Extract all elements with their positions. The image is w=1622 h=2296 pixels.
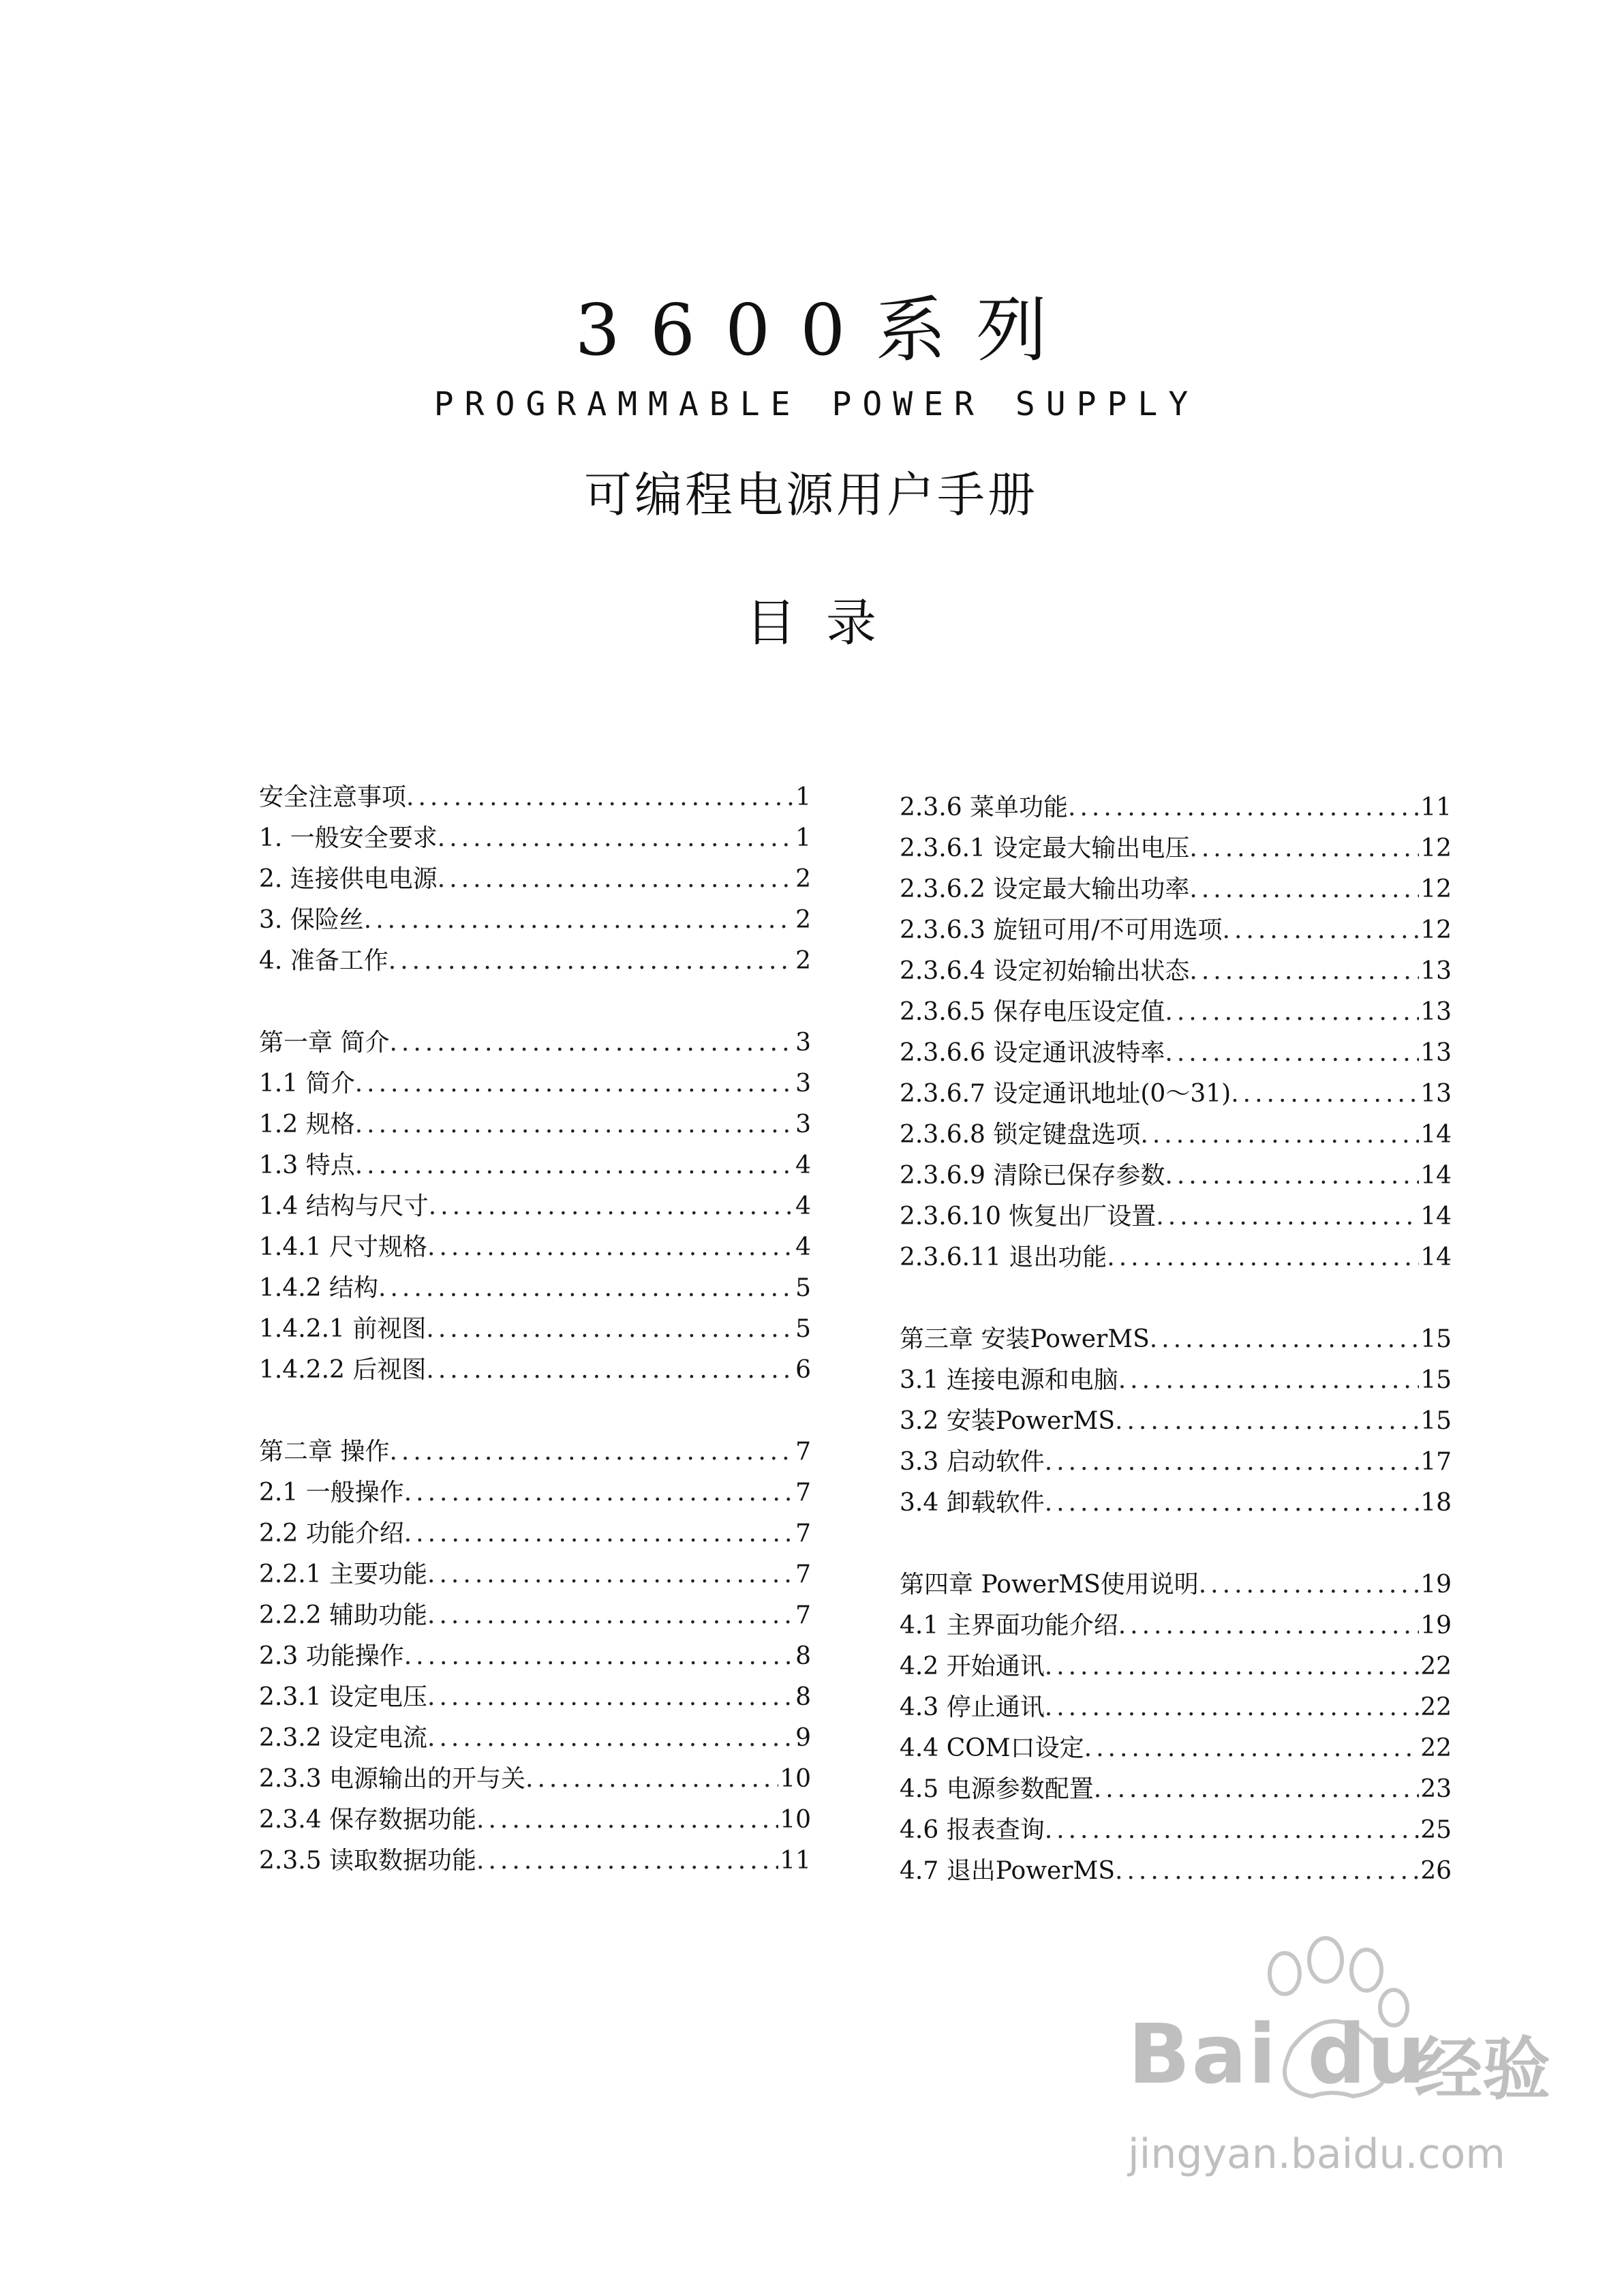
toc-entry-label: 1.2 规格 [259,1111,355,1138]
toc-entry[interactable] [900,1196,1452,1237]
toc-left-column [259,777,811,1882]
toc-entry[interactable] [259,1309,811,1350]
toc-right-column [900,787,1452,1892]
toc-entry-page: 14 [1420,1203,1452,1230]
toc-entry-page: 3 [795,1029,811,1057]
toc-leader-dots [1115,1401,1419,1442]
toc-entry-label: 3.1 连接电源和电脑 [900,1366,1118,1394]
toc-entry-label: 3.3 启动软件 [900,1448,1045,1476]
toc-chapter-entry[interactable] [259,1023,811,1063]
toc-entry-label: 1.1 简介 [259,1070,355,1098]
toc-leader-dots [1068,787,1419,828]
toc-leader-dots [1199,1565,1419,1605]
toc-leader-dots [1140,1115,1419,1155]
toc-entry-label: 2.3.1 设定电压 [259,1683,428,1711]
toc-entry[interactable] [900,1687,1452,1728]
toc-entry-label: 2.3.6.3 旋钮可用/不可用选项 [900,916,1223,944]
toc-entry[interactable] [900,1115,1452,1155]
toc-leader-dots [427,1554,794,1595]
toc-entry-label: 1. 一般安全要求 [259,824,438,852]
toc-entry-page: 5 [795,1274,811,1302]
toc-entry-label: 1.3 特点 [259,1151,355,1179]
toc-entry[interactable] [259,1513,811,1554]
toc-entry[interactable] [900,1033,1452,1074]
toc-entry[interactable] [900,1483,1452,1524]
toc-leader-dots [404,1472,794,1513]
toc-leader-dots [1189,869,1419,910]
toc-entry-label: 2.3.5 读取数据功能 [259,1847,477,1875]
toc-entry-label: 4.4 COM口设定 [900,1734,1084,1762]
toc-entry[interactable] [259,1186,811,1227]
toc-entry-page: 25 [1420,1816,1452,1844]
toc-leader-dots [427,1718,794,1759]
toc-leader-dots [1189,951,1419,992]
toc-entry-page: 3 [795,1070,811,1098]
toc-leader-dots [1231,1074,1419,1115]
toc-leader-dots [355,1104,794,1145]
toc-entry-page: 13 [1420,1039,1452,1067]
watermark-url-text: jingyan.baidu.com [1128,2130,1505,2178]
toc-leader-dots [476,1800,778,1841]
toc-entry-page: 19 [1420,1612,1452,1640]
toc-entry[interactable] [900,992,1452,1033]
toc-entry-page: 14 [1420,1243,1452,1271]
toc-entry-label: 4.2 开始通讯 [900,1652,1045,1680]
toc-entry-page: 13 [1420,1080,1452,1108]
toc-heading: 目录 [746,594,906,652]
toc-entry-page: 1 [795,824,811,852]
toc-entry-label: 第四章 PowerMS使用说明 [900,1571,1199,1599]
toc-entry[interactable] [259,1800,811,1841]
toc-leader-dots [1189,828,1419,869]
toc-entry-page: 8 [795,1642,811,1670]
watermark-brand-text: Bai du [1128,2008,1427,2102]
toc-leader-dots [1045,1646,1419,1687]
toc-entry-page: 15 [1420,1407,1452,1435]
toc-entry-page: 2 [795,906,811,934]
toc-entry[interactable] [900,1237,1452,1278]
toc-entry-label: 2.3.6.10 恢复出厂设置 [900,1203,1157,1230]
toc-leader-dots [364,900,794,941]
toc-leader-dots [388,941,794,982]
toc-entry[interactable] [900,869,1452,910]
toc-leader-dots [1165,992,1419,1033]
toc-entry-page: 17 [1420,1448,1452,1476]
toc-entry-page: 12 [1420,916,1452,944]
toc-leader-dots [1045,1483,1419,1524]
toc-entry-page: 6 [795,1356,811,1384]
toc-entry-page: 22 [1420,1652,1452,1680]
toc-entry[interactable] [900,1074,1452,1115]
toc-leader-dots [1150,1319,1419,1360]
toc-entry[interactable] [900,1360,1452,1401]
toc-entry-label: 2.3.6 菜单功能 [900,794,1069,821]
toc-entry[interactable] [259,1718,811,1759]
toc-entry-page: 18 [1420,1489,1452,1517]
toc-leader-dots [1165,1033,1419,1074]
toc-entry-label: 安全注意事项 [259,783,407,811]
toc-entry-label: 4. 准备工作 [259,947,388,975]
toc-entry[interactable] [259,818,811,859]
toc-entry-label: 2.3.3 电源输出的开与关 [259,1765,526,1793]
toc-entry-page: 7 [795,1520,811,1547]
toc-entry[interactable] [259,1677,811,1718]
manual-series-title: 3600系列 [575,288,1077,372]
toc-entry-label: 2.3.4 保存数据功能 [259,1806,477,1834]
toc-entry-page: 11 [1420,794,1452,821]
toc-entry-page: 8 [795,1683,811,1711]
toc-entry[interactable] [259,777,811,818]
toc-leader-dots [427,1227,794,1268]
toc-entry-page: 4 [795,1233,811,1261]
toc-entry-page: 22 [1420,1693,1452,1721]
toc-entry-label: 2.1 一般操作 [259,1479,404,1507]
toc-entry-label: 1.4.2.1 前视图 [259,1315,427,1343]
toc-entry[interactable] [900,1728,1452,1769]
toc-entry[interactable] [259,1104,811,1145]
toc-entry-page: 10 [780,1765,811,1793]
toc-entry-page: 12 [1420,834,1452,862]
toc-entry-label: 2.3.6.7 设定通讯地址(0～31) [900,1080,1231,1108]
toc-entry-label: 3.4 卸载软件 [900,1489,1045,1517]
toc-leader-dots [1223,910,1420,951]
toc-leader-dots [355,1063,794,1104]
toc-entry[interactable] [259,1268,811,1309]
toc-entry-page: 15 [1420,1325,1452,1353]
toc-entry-page: 9 [795,1724,811,1752]
toc-entry-page: 14 [1420,1121,1452,1149]
toc-entry-label: 4.1 主界面功能介绍 [900,1612,1118,1640]
toc-entry-page: 7 [795,1560,811,1588]
watermark-jingyan-text: 经验 [1414,2029,1550,2109]
toc-leader-dots [476,1841,778,1882]
toc-entry-page: 7 [795,1601,811,1629]
toc-entry-label: 2.3.6.11 退出功能 [900,1243,1107,1271]
toc-entry[interactable] [900,1769,1452,1810]
toc-entry[interactable] [900,1401,1452,1442]
toc-entry[interactable] [900,828,1452,869]
toc-entry-page: 19 [1420,1571,1452,1599]
toc-leader-dots [404,1636,794,1677]
toc-entry[interactable] [259,1554,811,1595]
toc-leader-dots [427,1677,794,1718]
toc-leader-dots [406,777,794,818]
toc-leader-dots [1165,1155,1419,1196]
toc-entry-label: 2.3.2 设定电流 [259,1724,428,1752]
toc-entry-page: 12 [1420,875,1452,903]
toc-entry[interactable] [259,1595,811,1636]
toc-entry[interactable] [900,1646,1452,1687]
toc-entry[interactable] [259,1350,811,1391]
toc-entry-label: 2.3.6.5 保存电压设定值 [900,998,1165,1026]
toc-entry-page: 13 [1420,998,1452,1026]
toc-entry-label: 2.3.6.8 锁定键盘选项 [900,1121,1141,1149]
manual-subtitle-cn: 可编程电源用户手册 [584,467,1038,523]
toc-entry[interactable] [900,1851,1452,1892]
toc-entry-label: 2.3 功能操作 [259,1642,404,1670]
toc-entry-page: 7 [795,1438,811,1466]
toc-chapter-entry[interactable] [900,1565,1452,1605]
toc-leader-dots [389,1023,794,1063]
toc-entry[interactable] [900,1442,1452,1483]
toc-entry-page: 15 [1420,1366,1452,1394]
toc-entry[interactable] [900,910,1452,951]
toc-chapter-entry[interactable] [900,1319,1452,1360]
toc-leader-dots [1045,1442,1419,1483]
toc-entry[interactable] [900,1155,1452,1196]
toc-entry[interactable] [259,941,811,982]
toc-entry[interactable] [259,859,811,900]
toc-entry-page: 14 [1420,1162,1452,1190]
toc-leader-dots [525,1759,778,1800]
toc-entry-label: 4.6 报表查询 [900,1816,1045,1844]
toc-entry-label: 第二章 操作 [259,1438,390,1466]
toc-entry-label: 2.3.6.4 设定初始输出状态 [900,957,1190,985]
toc-entry-page: 4 [795,1151,811,1179]
toc-leader-dots [1045,1810,1419,1851]
toc-chapter-entry[interactable] [259,1432,811,1472]
toc-entry-label: 2.2.1 主要功能 [259,1560,428,1588]
toc-leader-dots [438,818,794,859]
toc-leader-dots [1094,1769,1419,1810]
toc-leader-dots [426,1350,794,1391]
manual-subtitle-en: PROGRAMMABLE POWER SUPPLY [433,385,1199,423]
toc-entry-label: 2.3.6.9 清除已保存参数 [900,1162,1165,1190]
toc-leader-dots [1156,1196,1419,1237]
toc-entry-label: 1.4.2.2 后视图 [259,1356,427,1384]
toc-leader-dots [355,1145,794,1186]
toc-entry-page: 2 [795,947,811,975]
toc-entry-page: 22 [1420,1734,1452,1762]
toc-entry-label: 4.7 退出PowerMS [900,1857,1115,1885]
toc-entry-page: 5 [795,1315,811,1343]
toc-entry-page: 7 [795,1479,811,1507]
toc-leader-dots [1045,1687,1419,1728]
toc-entry-label: 3.2 安装PowerMS [900,1407,1115,1435]
toc-entry-label: 2.3.6.6 设定通讯波特率 [900,1039,1165,1067]
toc-leader-dots [1118,1360,1419,1401]
toc-entry-page: 3 [795,1111,811,1138]
toc-entry[interactable] [900,1810,1452,1851]
toc-entry[interactable] [259,1472,811,1513]
toc-entry-label: 1.4 结构与尺寸 [259,1192,429,1220]
toc-entry-label: 2.3.6.1 设定最大输出电压 [900,834,1190,862]
toc-leader-dots [1115,1851,1419,1892]
toc-entry-label: 4.3 停止通讯 [900,1693,1045,1721]
toc-entry[interactable] [259,1063,811,1104]
toc-entry[interactable] [900,1605,1452,1646]
toc-entry-label: 4.5 电源参数配置 [900,1775,1094,1803]
toc-entry-page: 11 [780,1847,811,1875]
toc-entry-page: 23 [1420,1775,1452,1803]
toc-leader-dots [378,1268,794,1309]
toc-leader-dots [426,1309,794,1350]
toc-entry-label: 1.4.1 尺寸规格 [259,1233,428,1261]
toc-entry-label: 1.4.2 结构 [259,1274,379,1302]
toc-entry[interactable] [259,900,811,941]
toc-entry[interactable] [259,1841,811,1882]
toc-entry[interactable] [259,1145,811,1186]
toc-leader-dots [429,1186,794,1227]
toc-leader-dots [438,859,794,900]
toc-entry-label: 2.2 功能介绍 [259,1520,404,1547]
toc-leader-dots [389,1432,794,1472]
toc-entry[interactable] [900,951,1452,992]
toc-entry-page: 10 [780,1806,811,1834]
toc-entry-label: 2. 连接供电电源 [259,865,438,893]
toc-leader-dots [427,1595,794,1636]
toc-entry-label: 2.2.2 辅助功能 [259,1601,428,1629]
toc-entry-page: 4 [795,1192,811,1220]
toc-entry[interactable] [259,1227,811,1268]
toc-entry-page: 26 [1420,1857,1452,1885]
toc-entry[interactable] [900,787,1452,828]
baidu-jingyan-watermark [1128,1933,1557,2205]
toc-entry-label: 3. 保险丝 [259,906,364,934]
toc-leader-dots [1107,1237,1419,1278]
toc-entry-label: 2.3.6.2 设定最大输出功率 [900,875,1190,903]
toc-leader-dots [1084,1728,1420,1769]
toc-entry[interactable] [259,1759,811,1800]
toc-leader-dots [404,1513,794,1554]
toc-entry-page: 2 [795,865,811,893]
toc-entry[interactable] [259,1636,811,1677]
toc-entry-page: 1 [795,783,811,811]
toc-entry-label: 第三章 安装PowerMS [900,1325,1150,1353]
toc-entry-page: 13 [1420,957,1452,985]
toc-leader-dots [1118,1605,1419,1646]
toc-entry-label: 第一章 简介 [259,1029,390,1057]
